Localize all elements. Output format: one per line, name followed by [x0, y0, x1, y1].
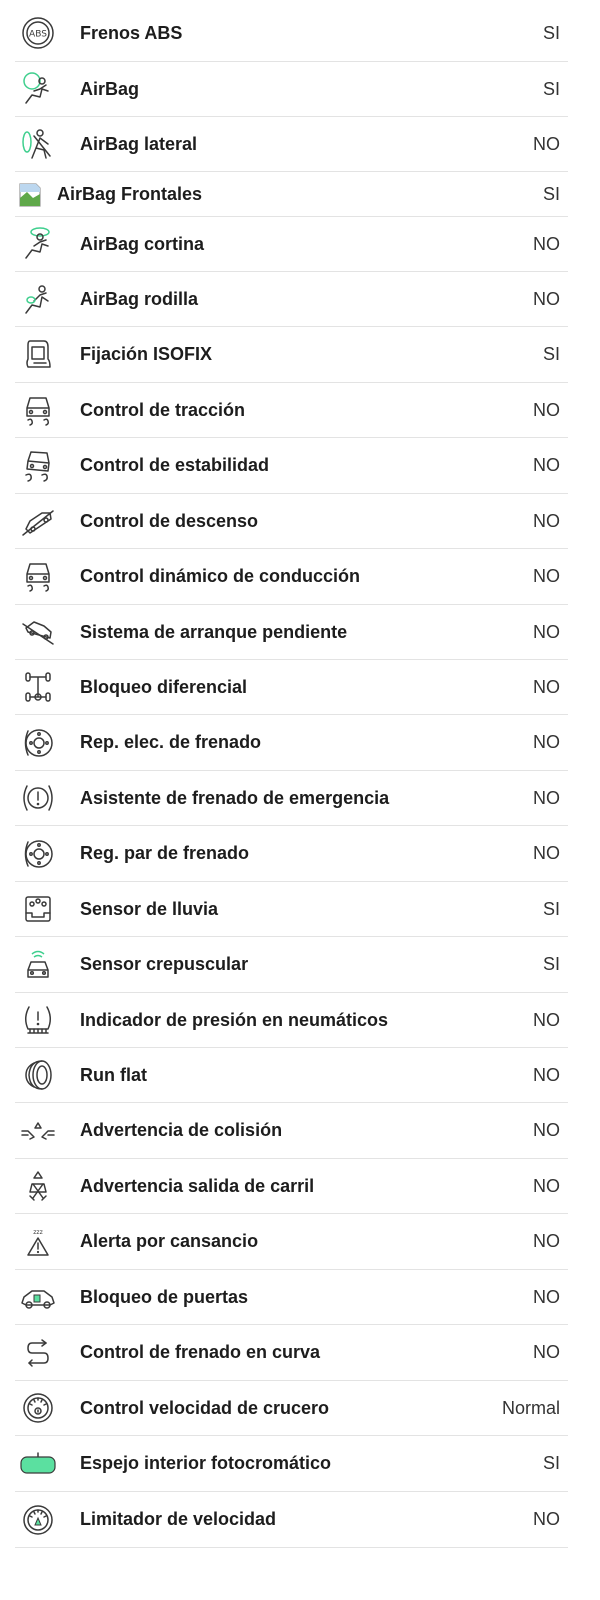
feature-value: NO	[533, 732, 560, 752]
feature-label: Rep. elec. de frenado	[80, 732, 262, 752]
knee-airbag-icon	[15, 279, 61, 319]
feature-label: Control dinámico de conducción	[80, 566, 361, 586]
feature-label: AirBag Frontales	[57, 183, 203, 204]
feature-value: NO	[533, 676, 560, 697]
list-item	[15, 383, 568, 438]
list-item	[15, 327, 568, 383]
list-item	[15, 605, 568, 660]
feature-label: Advertencia salida de carril	[80, 1175, 315, 1196]
feature-value: Normal	[501, 1397, 560, 1418]
traction-control-icon	[15, 390, 61, 430]
feature-value: SI	[542, 344, 560, 364]
list-item	[15, 937, 568, 993]
list-item	[15, 1214, 568, 1270]
feature-value: NO	[533, 1120, 560, 1140]
list-item	[15, 5, 568, 62]
feature-label: Reg. par de frenado	[80, 843, 250, 863]
dynamic-driving-icon	[15, 557, 61, 597]
list-item	[15, 882, 568, 937]
feature-value: SI	[542, 78, 560, 99]
list-item	[15, 1436, 568, 1492]
brake-disc-icon	[15, 723, 61, 763]
child-seat-icon	[15, 335, 61, 375]
feature-value: NO	[533, 1009, 560, 1030]
feature-value: NO	[533, 399, 560, 420]
feature-label: Control de estabilidad	[80, 455, 270, 475]
feature-label: Fijación ISOFIX	[80, 344, 213, 364]
list-item	[15, 217, 568, 272]
feature-value: SI	[542, 183, 560, 204]
list-item	[15, 438, 568, 494]
abs-icon	[15, 13, 61, 53]
list-item	[15, 1048, 568, 1103]
feature-value: NO	[533, 566, 560, 586]
feature-label: Control de tracción	[80, 399, 246, 420]
feature-value: NO	[533, 621, 560, 642]
mirror-icon	[15, 1444, 61, 1484]
curtain-airbag-icon	[15, 224, 61, 264]
list-item	[15, 715, 568, 771]
drowsiness-alert-icon	[15, 1222, 61, 1262]
feature-value: NO	[533, 233, 560, 254]
feature-label: Bloqueo de puertas	[80, 1286, 249, 1307]
feature-label: Indicador de presión en neumáticos	[80, 1009, 389, 1030]
feature-label: Espejo interior fotocromático	[80, 1453, 332, 1473]
brake-disc-icon	[15, 834, 61, 874]
feature-value: NO	[533, 1286, 560, 1307]
feature-value: NO	[533, 1509, 560, 1529]
airbag-icon	[15, 69, 61, 109]
list-item	[15, 660, 568, 715]
feature-label: Bloqueo diferencial	[80, 676, 248, 697]
feature-label: Asistente de frenado de emergencia	[80, 787, 390, 808]
feature-label: AirBag cortina	[80, 233, 205, 254]
list-item	[15, 62, 568, 117]
hill-descent-icon	[15, 501, 61, 541]
hill-start-icon	[15, 612, 61, 652]
feature-value: NO	[533, 1342, 560, 1362]
feature-label: Advertencia de colisión	[80, 1120, 283, 1140]
brake-warning-icon	[15, 778, 61, 818]
tire-icon	[15, 1055, 61, 1095]
list-item	[15, 1492, 568, 1548]
feature-value: SI	[542, 22, 560, 43]
svg-text:ABS: ABS	[29, 29, 47, 40]
feature-label: Run flat	[80, 1064, 147, 1085]
feature-value: SI	[542, 954, 560, 974]
list-item	[15, 993, 568, 1048]
side-airbag-icon	[15, 124, 61, 164]
feature-value: NO	[533, 133, 560, 154]
broken-image-icon	[15, 174, 49, 214]
feature-value: NO	[533, 288, 560, 309]
list-item	[15, 1103, 568, 1159]
cruise-control-icon	[15, 1388, 61, 1428]
list-item	[15, 1325, 568, 1381]
list-item	[15, 1381, 568, 1436]
light-sensor-icon	[15, 945, 61, 985]
tire-pressure-icon	[15, 1000, 61, 1040]
feature-label: Control de descenso	[80, 510, 259, 531]
door-lock-icon	[15, 1277, 61, 1317]
collision-warning-icon	[15, 1111, 61, 1151]
feature-label: Alerta por cansancio	[80, 1231, 259, 1251]
feature-value: NO	[533, 843, 560, 863]
feature-label: AirBag rodilla	[80, 288, 199, 309]
list-item	[15, 272, 568, 327]
differential-lock-icon	[15, 667, 61, 707]
list-item	[15, 1270, 568, 1325]
feature-label: Control velocidad de crucero	[80, 1397, 330, 1418]
feature-value: NO	[533, 1175, 560, 1196]
feature-label: Sistema de arranque pendiente	[80, 621, 348, 642]
curve-brake-icon	[15, 1333, 61, 1373]
list-item	[15, 549, 568, 605]
lane-departure-icon	[15, 1166, 61, 1206]
feature-label: Sensor crepuscular	[80, 954, 249, 974]
feature-label: Sensor de lluvia	[80, 898, 219, 919]
feature-value: NO	[533, 455, 560, 475]
rain-sensor-icon	[15, 889, 61, 929]
list-item	[15, 494, 568, 549]
feature-value: NO	[533, 787, 560, 808]
feature-label: AirBag lateral	[80, 133, 198, 154]
list-item	[15, 771, 568, 826]
feature-label: Frenos ABS	[80, 22, 183, 43]
feature-label: Limitador de velocidad	[80, 1509, 277, 1529]
list-item	[15, 826, 568, 882]
list-item	[15, 1159, 568, 1214]
list-item	[15, 172, 568, 217]
feature-value: NO	[533, 1231, 560, 1251]
feature-value: NO	[533, 1064, 560, 1085]
feature-value: SI	[542, 1453, 560, 1473]
svg-text:zzz: zzz	[33, 1228, 43, 1236]
feature-value: SI	[542, 898, 560, 919]
speed-limiter-icon	[15, 1500, 61, 1540]
feature-label: Control de frenado en curva	[80, 1342, 321, 1362]
stability-control-icon	[15, 446, 61, 486]
feature-label: AirBag	[80, 78, 140, 99]
list-item	[15, 117, 568, 172]
feature-value: NO	[533, 510, 560, 531]
